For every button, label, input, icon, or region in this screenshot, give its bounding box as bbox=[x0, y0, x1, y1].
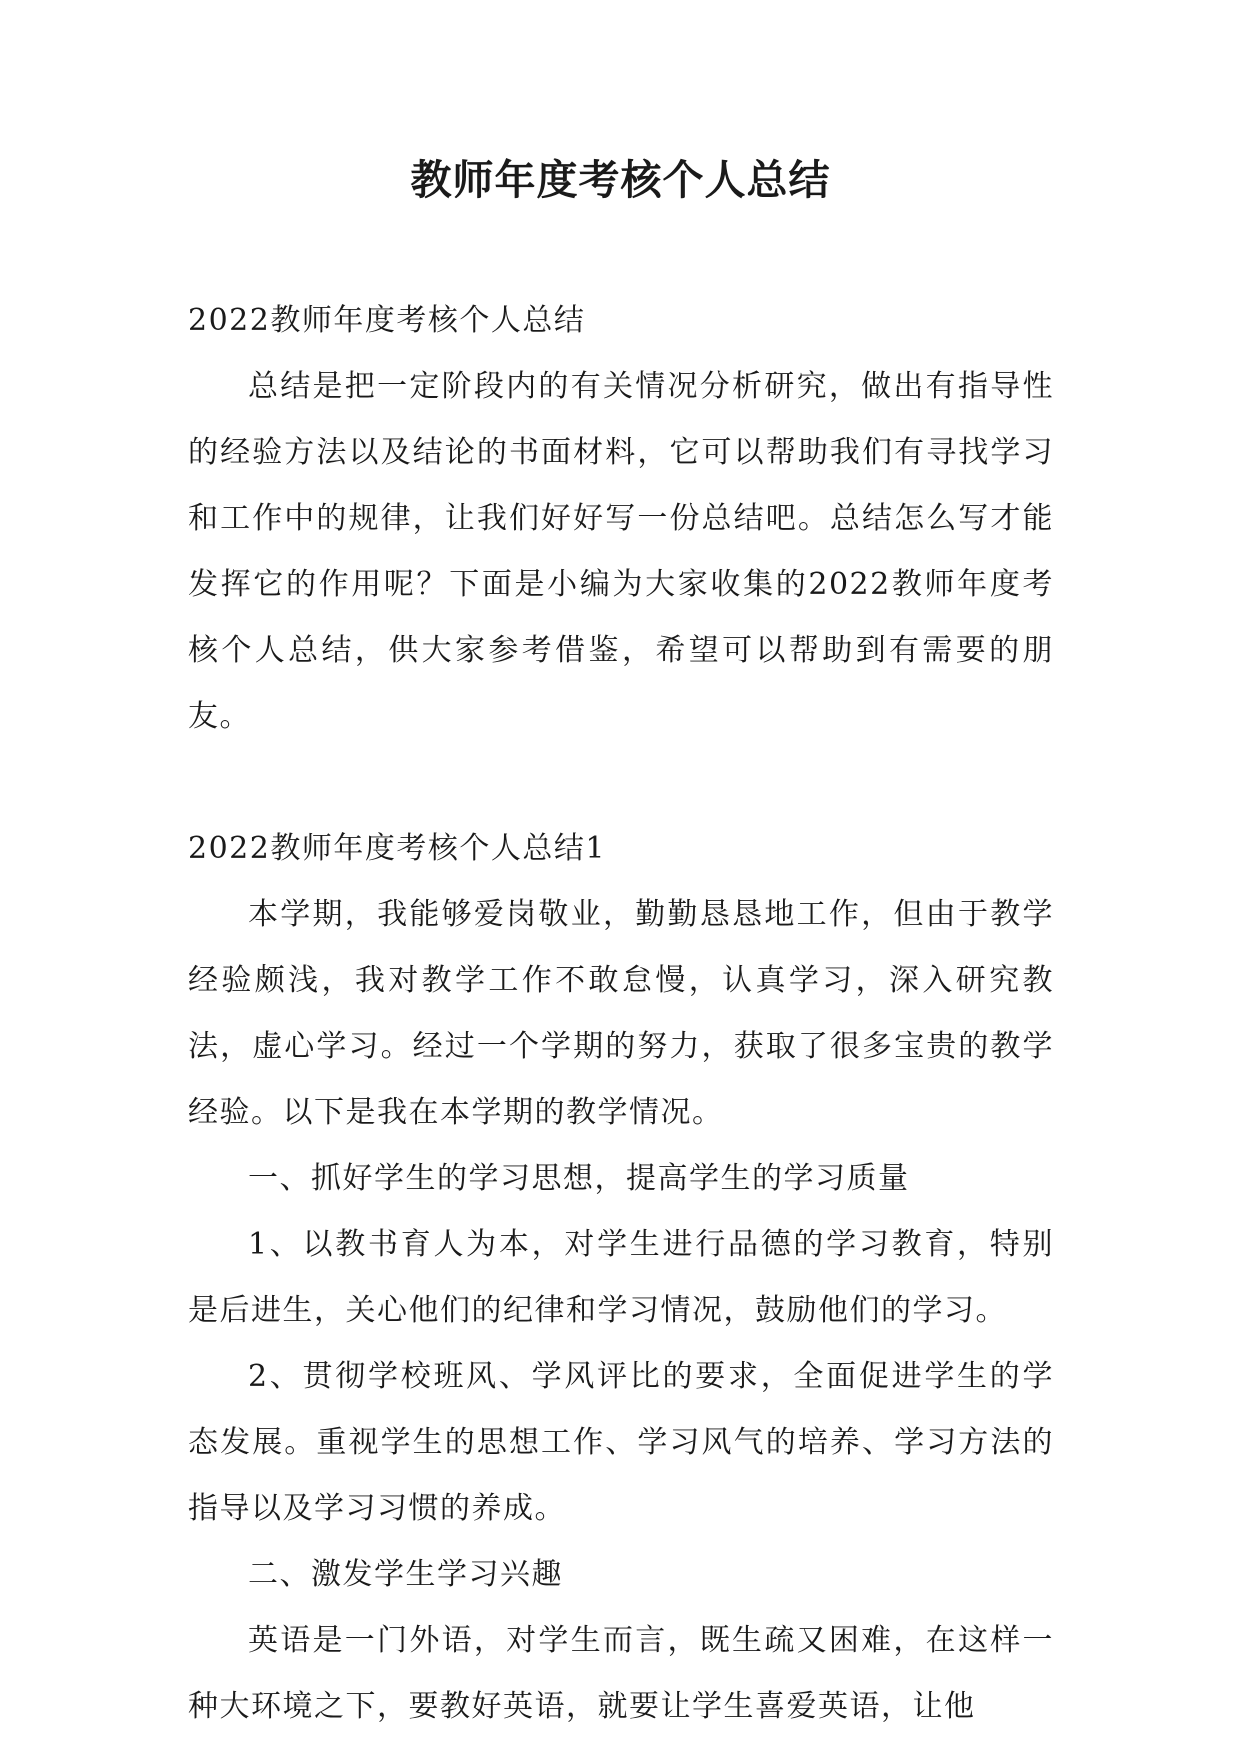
intro-heading: 2022教师年度考核个人总结 bbox=[188, 303, 586, 338]
section-paragraph: 2、贯彻学校班风、学风评比的要求，全面促进学生的学态发展。重视学生的思想工作、学习风气的培养、学习方法的指导以及学习习惯的养成。 bbox=[188, 1359, 1054, 1526]
section-paragraph: 英语是一门外语，对学生而言，既生疏又困难，在这样一种大环境之下，要教好英语，就要让学生喜爱英语，让他 bbox=[188, 1623, 1054, 1724]
subsection-heading: 二、激发学生学习兴趣 bbox=[248, 1557, 563, 1592]
section-spacer bbox=[188, 750, 1054, 816]
document-title: 教师年度考核个人总结 bbox=[410, 156, 831, 204]
document-body bbox=[188, 288, 1054, 1740]
subsection-heading: 一、抓好学生的学习思想，提高学生的学习质量 bbox=[248, 1161, 910, 1196]
section-paragraph: 1、以教书育人为本，对学生进行品德的学习教育，特别是后进生，关心他们的纪律和学习情况，鼓励他们的学习。 bbox=[188, 1227, 1054, 1328]
intro-paragraph: 总结是把一定阶段内的有关情况分析研究，做出有指导性的经验方法以及结论的书面材料，它可以帮助我们有寻找学习和工作中的规律，让我们好好写一份总结吧。总结怎么写才能发挥它的作用呢？下面是小编为大家收集的2022教师年度考核个人总结，供大家参考借鉴，希望可以帮助到有需要的朋友。 bbox=[188, 369, 1054, 734]
section-heading: 2022教师年度考核个人总结1 bbox=[188, 831, 606, 866]
section-paragraph: 本学期，我能够爱岗敬业，勤勤恳恳地工作，但由于教学经验颇浅，我对教学工作不敢怠慢，认真学习，深入研究教法，虚心学习。经过一个学期的努力，获取了很多宝贵的教学经验。以下是我在本学期的教学情况。 bbox=[188, 897, 1054, 1130]
